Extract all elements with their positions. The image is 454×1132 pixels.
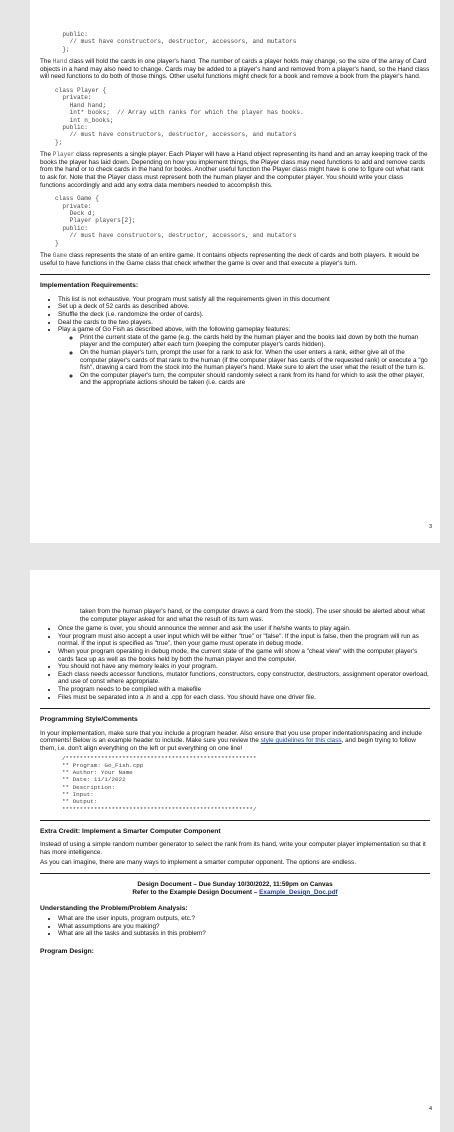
program-header-code: /****************************************************** ** Program: Go_Fish.cpp ** Author: Your Name ** Date: 11/1/2022 ** Description: ** Input: ** Output: ******************************************************/ [62, 754, 257, 813]
section-divider [40, 274, 430, 275]
page-number: 4 [428, 1106, 432, 1112]
example-design-doc-link[interactable]: Example_Design_Doc.pdf [259, 888, 338, 896]
list-item: • The program needs to be compiled with a makefile [58, 686, 430, 694]
sub-list-item: ◦ On the human player's turn, prompt the user for a rank to ask for. When the user enters a rank, either give all of the computer player's cards of that rank to the human (if the computer player has cards of the requested rank) or execute a "go fish", drawing a card from the stock into the human player's hand. Make sure to alert the user what the result of the turn is. [80, 349, 430, 372]
player-class-code: class Player { private: Hand hand; int* books; // Array with ranks for which the player has books. int n_books; public: // must have constructors, destructor, accessors, and mutators }; [55, 87, 304, 146]
list-item: • Set up a deck of 52 cards as described above. [58, 303, 430, 311]
program-design-heading: Program Design: [40, 947, 94, 955]
list-item: • What are all the tasks and subtasks in this problem? [58, 930, 430, 938]
list-item: • Your program must also accept a user input which will be either "true" or "false". If the input is false, then the program will run as normal. If the input is specified as "true", then your game must operate in debug mode. [58, 633, 430, 648]
list-item: • Once the game is over, you should announce the winner and ask the user if he/she wants to play again. [58, 625, 430, 633]
gameplay-sublist [58, 334, 430, 387]
design-document-title: Design Document – Due Sunday 10/30/2022, 11:59pm on Canvas [137, 881, 333, 889]
list-item: • What assumptions are you making? [58, 923, 430, 931]
list-item: • When your program operating in debug mode, the current state of the game will show a "cheat view" with the computer player's cards face up as well as the books held by both the human player and the computer. [58, 648, 430, 663]
design-document-reference: Refer to the Example Design Document – Example_Design_Doc.pdf [132, 888, 338, 896]
game-class-code: class Game { private: Deck d; Player players[2]; public: // must have constructors, destructor, accessors, and mutators } [55, 195, 297, 247]
extra-credit-heading: Extra Credit: Implement a Smarter Computer Component [40, 827, 221, 835]
document-page-3 [30, 0, 440, 543]
sub-list-item: ◦ Print the current state of the game (e.g. the cards held by the human player and the books laid down by both the human player and the computer) after each turn (keeping the computer player's cards hidden). [80, 334, 430, 349]
section-divider [40, 708, 430, 709]
extra-credit-paragraph: Instead of using a simple random number generator to select the rank from its hand, write your computer player implementation so that it has more intelligence. [40, 841, 426, 857]
list-item: • Each class needs accessor functions, mutator functions, constructors, copy constructor, destructors, assignment operator overload, and use of const where appropriate. [58, 671, 430, 686]
hand-class-paragraph: The Hand class will hold the cards in one player's hand. The number of cards a player holds may change, so the size of the array of Card objects in a hand may also need to change. Cards may be added to a player's hand and removed from a player's hand, so the Hand class will need functions to do both of those things. Other useful functions might check for a book and remove a book from the player's hand. [40, 58, 430, 81]
style-guidelines-link[interactable]: style guidelines for this class [260, 737, 342, 745]
extra-credit-paragraph-2: As you can imagine, there are many ways to implement a smarter computer opponent. The options are endless. [40, 858, 357, 866]
requirements-list-continued [40, 625, 430, 701]
list-item: • What are the user inputs, program outputs, etc.? [58, 915, 430, 923]
implementation-heading: Implementation Requirements: [40, 282, 139, 290]
continued-text: taken from the human player's hand, or the computer draws a card from the stock). The user should be alerted about what the computer player asked for and what the result of its turn was. [80, 608, 425, 623]
list-item: • Deal the cards to the two players. [58, 319, 430, 327]
player-class-paragraph: The Player class represents a single player. Each Player will have a Hand object representing its hand and an array keeping track of the books the player has laid down. Depending on how you implement things, the Player class may need functions to add and remove cards from the hand or to check cards in the hand for books. Another useful function the Player class might have is one to figure out what rank to ask for. Note that the Player class must represent both the human player and the computer player. You should write your class functions accordingly and add any extra data members needed to accomplish this. [40, 151, 428, 189]
page-number: 3 [428, 524, 432, 530]
list-item: • This list is not exhaustive. Your program must satisfy all the requirements given in this document [58, 296, 430, 304]
style-heading: Programming Style/Comments [40, 716, 138, 724]
document-page-4 [30, 570, 440, 1132]
list-item: • Shuffle the deck (i.e. randomize the order of cards). [58, 311, 430, 319]
sub-list-item: ◦ On the computer player's turn, the computer should randomly select a rank from its hand for which to ask the other player, and the appropriate actions should be taken (i.e. cards are [80, 372, 430, 387]
game-class-paragraph: The Game class represents the state of an entire game. It contains objects representing the deck of cards and both players. It would be useful to have functions in the Game class that check whether the game is over and that execute a player's turn. [40, 252, 420, 267]
list-item: • You should not have any memory leaks in your program. [58, 663, 430, 671]
implementation-list [40, 296, 430, 387]
understanding-list [40, 915, 430, 938]
hand-class-code-tail: public: // must have constructors, destructor, accessors, and mutators }; [62, 31, 297, 53]
section-divider [40, 820, 430, 821]
list-item: • Files must be separated into a .h and a .cpp for each class. You should have one driver file. [58, 694, 430, 702]
list-item: • Play a game of Go Fish as described above, with the following gameplay features: ◦ Print the current state of the game (e.g. the cards held by the human player and the books laid down by both the human player and the computer) after each turn (keeping the computer player's cards hidden). ◦ On the human player's turn, prompt the user for a rank to ask for. When the user enters a rank, either give all of the computer player's cards of that rank to the human (if the computer player has cards of the requested rank) or execute a "go fish", drawing a card from the stock into the human player's hand. Make sure to alert the user what the result of the turn is. ◦ On the computer player's turn, the computer should randomly select a rank from its hand for which to ask the other player, and the appropriate actions should be taken (i.e. cards are [58, 326, 430, 387]
style-paragraph: In your implementation, make sure that you include a program header. Also ensure that you use proper indentation/spacing and include comments! Below is an example header to include. Make sure you review the style guidelines for this class, and begin trying to follow them, i.e. don't align everything on the left or put everything on one line! [40, 729, 422, 752]
understanding-heading: Understanding the Problem/Problem Analysis: [40, 905, 188, 913]
section-divider [40, 873, 430, 874]
